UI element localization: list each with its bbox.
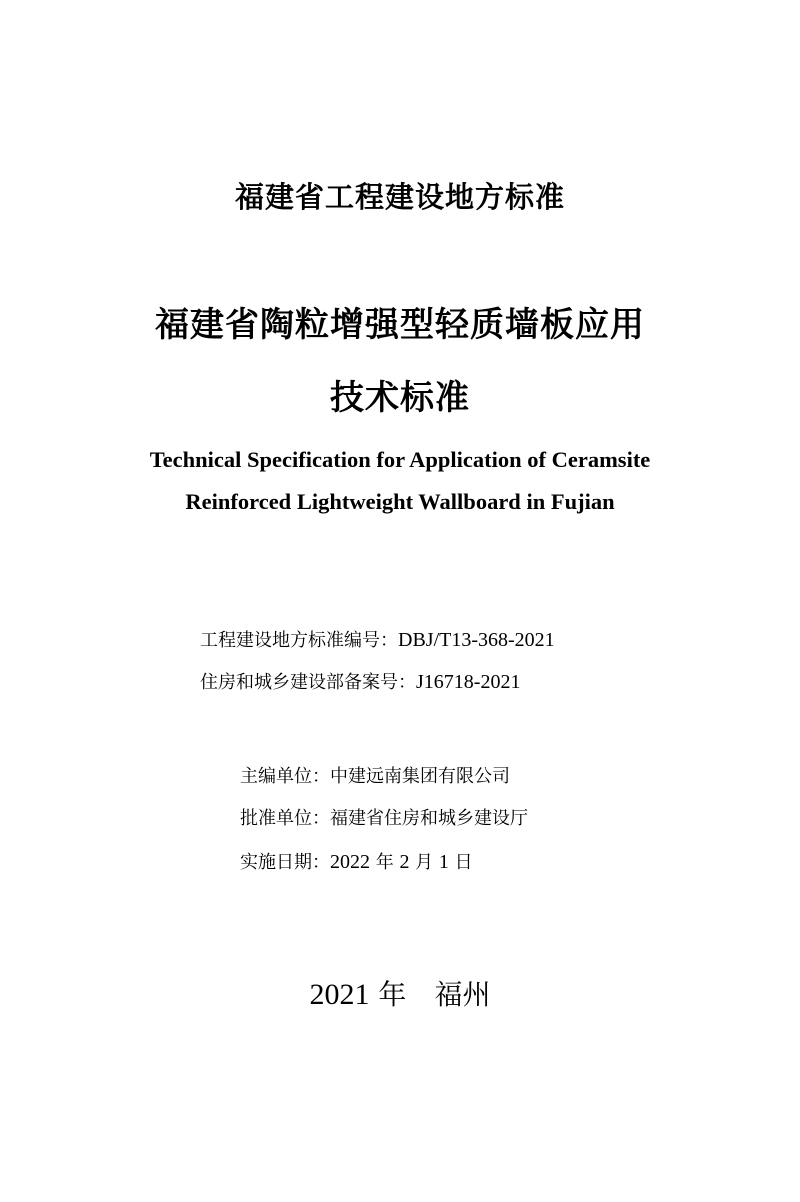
- title-en-line1: Technical Specification for Application of Ceramsite: [149, 447, 651, 472]
- approver: [240, 808, 528, 830]
- record-number-value: J16718-2021: [416, 671, 521, 693]
- footer-year: 2021: [309, 978, 370, 1011]
- footer-city: 福州: [434, 978, 491, 1011]
- implementation-day-unit: 日: [448, 852, 473, 873]
- title-cn-line2: 技术标准: [330, 378, 470, 418]
- implementation-month-unit: 月: [409, 852, 439, 873]
- approver-value: 福建省住房和城乡建设厅: [330, 808, 528, 829]
- standard-number: [200, 628, 555, 652]
- footer-year-city: [0, 977, 800, 1013]
- approver-label: 批准单位：: [240, 808, 330, 829]
- standard-number-label: 工程建设地方标准编号：: [200, 630, 398, 651]
- title-en-line2: Reinforced Lightweight Wallboard in Fujian: [185, 489, 615, 514]
- footer-year-unit: 年: [369, 978, 435, 1011]
- implementation-month: 2: [399, 851, 410, 873]
- chief-editor: [240, 766, 510, 788]
- implementation-year-unit: 年: [370, 852, 400, 873]
- implementation-day: 1: [438, 851, 449, 873]
- chief-editor-value: 中建远南集团有限公司: [330, 766, 510, 787]
- series-title: 福建省工程建设地方标准: [234, 180, 565, 214]
- implementation-date: [240, 850, 473, 874]
- record-number-label: 住房和城乡建设部备案号：: [200, 672, 416, 693]
- implementation-year: 2022: [330, 851, 370, 873]
- standard-number-value: DBJ/T13-368-2021: [398, 629, 555, 651]
- implementation-label: 实施日期：: [240, 852, 330, 873]
- record-number: [200, 670, 520, 694]
- chief-editor-label: 主编单位：: [240, 766, 330, 787]
- title-cn-line1: 福建省陶粒增强型轻质墙板应用: [155, 305, 645, 345]
